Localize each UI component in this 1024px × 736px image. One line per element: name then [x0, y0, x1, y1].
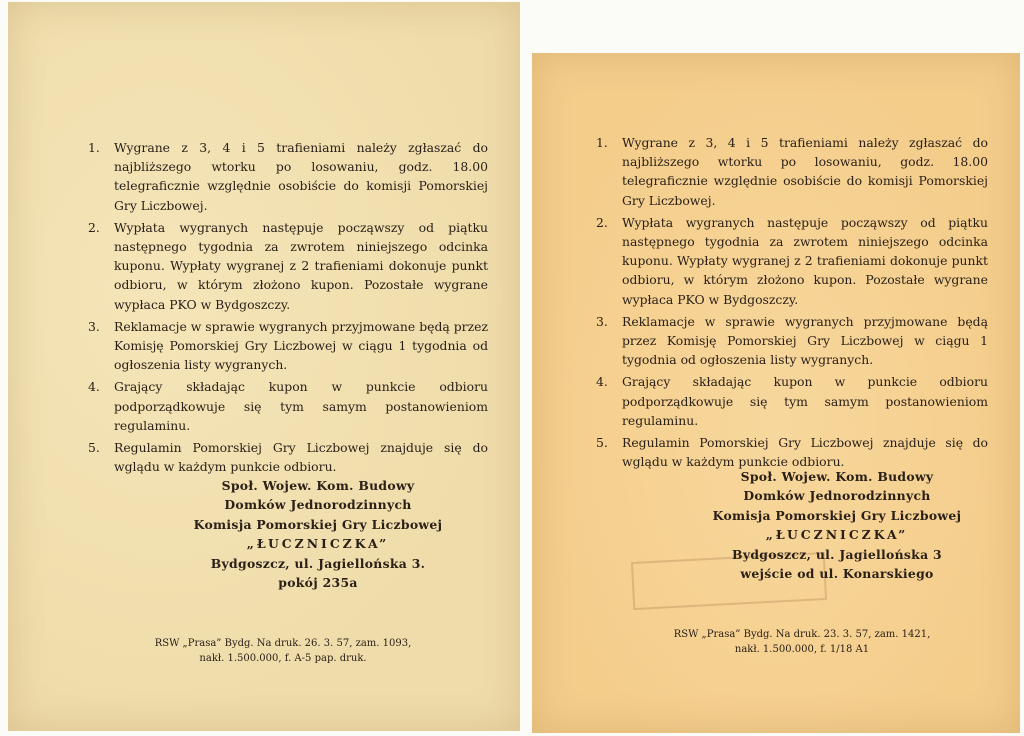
rule-number: 3. — [596, 313, 608, 329]
issuer-line: Społ. Wojew. Kom. Budowy — [740, 469, 934, 484]
rule-number: 3. — [88, 318, 100, 334]
rule-number: 2. — [596, 214, 608, 230]
issuer-address: Bydgoszcz, ul. Jagiellońska 3 — [732, 546, 942, 562]
rule-text: Reklamacje w sprawie wygranych przyjmowane będą przez Komisję Pomorskiej Gry Liczbowej w ciągu 1 tygodnia od ogłoszenia listy wygranych. — [622, 313, 988, 368]
rule-item — [88, 317, 488, 375]
rule-number: 5. — [88, 440, 100, 456]
rule-number: 4. — [88, 379, 100, 395]
rule-text: Regulamin Pomorskiej Gry Liczbowej znajduje się do wglądu w każdym punkcie odbioru. — [622, 435, 988, 470]
lottery-rules-sheet-left — [8, 2, 520, 731]
rule-number: 2. — [88, 219, 100, 235]
issuer-name: „ŁUCZNICZKA” — [765, 527, 909, 543]
rule-text: Wygrane z 3, 4 i 5 trafieniami należy zgłaszać do najbliższego wtorku po losowaniu, godz. 18.00 telegraficznie względnie osobiście do komisji Pomorskiej Gry Liczbowej. — [622, 135, 988, 208]
rule-text: Grający składając kupon w punkcie odbioru podporządkowuje się tym samym postanowieniom regulaminu. — [622, 374, 988, 428]
issuer-line: Domków Jednorodzinnych — [743, 488, 931, 504]
issuer-address: Bydgoszcz, ul. Jagiellońska 3. — [210, 555, 426, 571]
issuer-entrance: wejście od ul. Konarskiego — [740, 566, 934, 582]
rule-item — [88, 218, 488, 314]
rule-text: Grający składając kupon w punkcie odbioru podporządkowuje się tym samym postanowieniom regulaminu. — [114, 379, 488, 433]
imprint-line: RSW „Prasa” Bydg. Na druk. 23. 3. 57, zam. 1421, — [673, 629, 931, 640]
rules-list — [596, 133, 988, 474]
rule-item — [596, 372, 988, 430]
rule-item — [88, 138, 488, 215]
issuer-line: Komisja Pomorskiej Gry Liczbowej — [712, 507, 962, 523]
rule-item — [596, 312, 988, 370]
lottery-rules-sheet-right — [532, 53, 1020, 733]
rules-list — [88, 138, 488, 479]
rule-text: Wygrane z 3, 4 i 5 trafieniami należy zgłaszać do najbliższego wtorku po losowaniu, godz. 18.00 telegraficznie względnie osobiście do komisji Pomorskiej Gry Liczbowej. — [114, 140, 488, 213]
rule-text: Regulamin Pomorskiej Gry Liczbowej znajduje się do wglądu w każdym punkcie odbioru. — [114, 440, 488, 475]
issuer-line: Społ. Wojew. Kom. Budowy — [221, 478, 415, 493]
rule-text: Wypłata wygranych następuje począwszy od piątku następnego tygodnia za zwrotem niniejszego odcinka kuponu. Wypłaty wygranej z 2 trafieniami dokonuje punkt odbioru, w którym złożono kupon. Pozostałe wygrane wypłaca PKO w Bydgoszczy. — [622, 214, 988, 307]
rule-text: Wypłata wygranych następuje począwszy od piątku następnego tygodnia za zwrotem niniejszego odcinka kuponu. Wypłaty wygranej z 2 trafieniami dokonuje punkt odbioru, w którym złożono kupon. Pozostałe wygrane wypłaca PKO w Bydgoszczy. — [114, 219, 488, 312]
imprint-line: RSW „Prasa” Bydg. Na druk. 26. 3. 57, zam. 1093, — [154, 638, 412, 649]
rule-text: Reklamacje w sprawie wygranych przyjmowane będą przez Komisję Pomorskiej Gry Liczbowej w ciągu 1 tygodnia od ogłoszenia listy wygranych. — [114, 318, 488, 373]
rule-item — [88, 377, 488, 435]
imprint-line: nakł. 1.500.000, f. 1/18 A1 — [734, 644, 870, 655]
issuer-line: Domków Jednorodzinnych — [224, 497, 412, 513]
rule-number: 4. — [596, 374, 608, 390]
rule-item — [596, 133, 988, 210]
issuer-signature-block — [158, 476, 478, 592]
rule-item — [596, 433, 988, 471]
rule-number: 5. — [596, 435, 608, 451]
rule-number: 1. — [88, 140, 100, 155]
imprint-line: nakł. 1.500.000, f. A-5 pap. druk. — [199, 653, 367, 664]
rule-number: 1. — [596, 135, 608, 150]
rule-item — [596, 213, 988, 309]
printer-imprint — [632, 627, 972, 657]
printer-imprint — [118, 636, 448, 666]
issuer-room: pokój 235a — [278, 575, 358, 591]
rule-item — [88, 438, 488, 476]
issuer-name: „ŁUCZNICZKA” — [246, 536, 390, 552]
issuer-signature-block — [682, 467, 992, 583]
issuer-line: Komisja Pomorskiej Gry Liczbowej — [193, 516, 443, 532]
